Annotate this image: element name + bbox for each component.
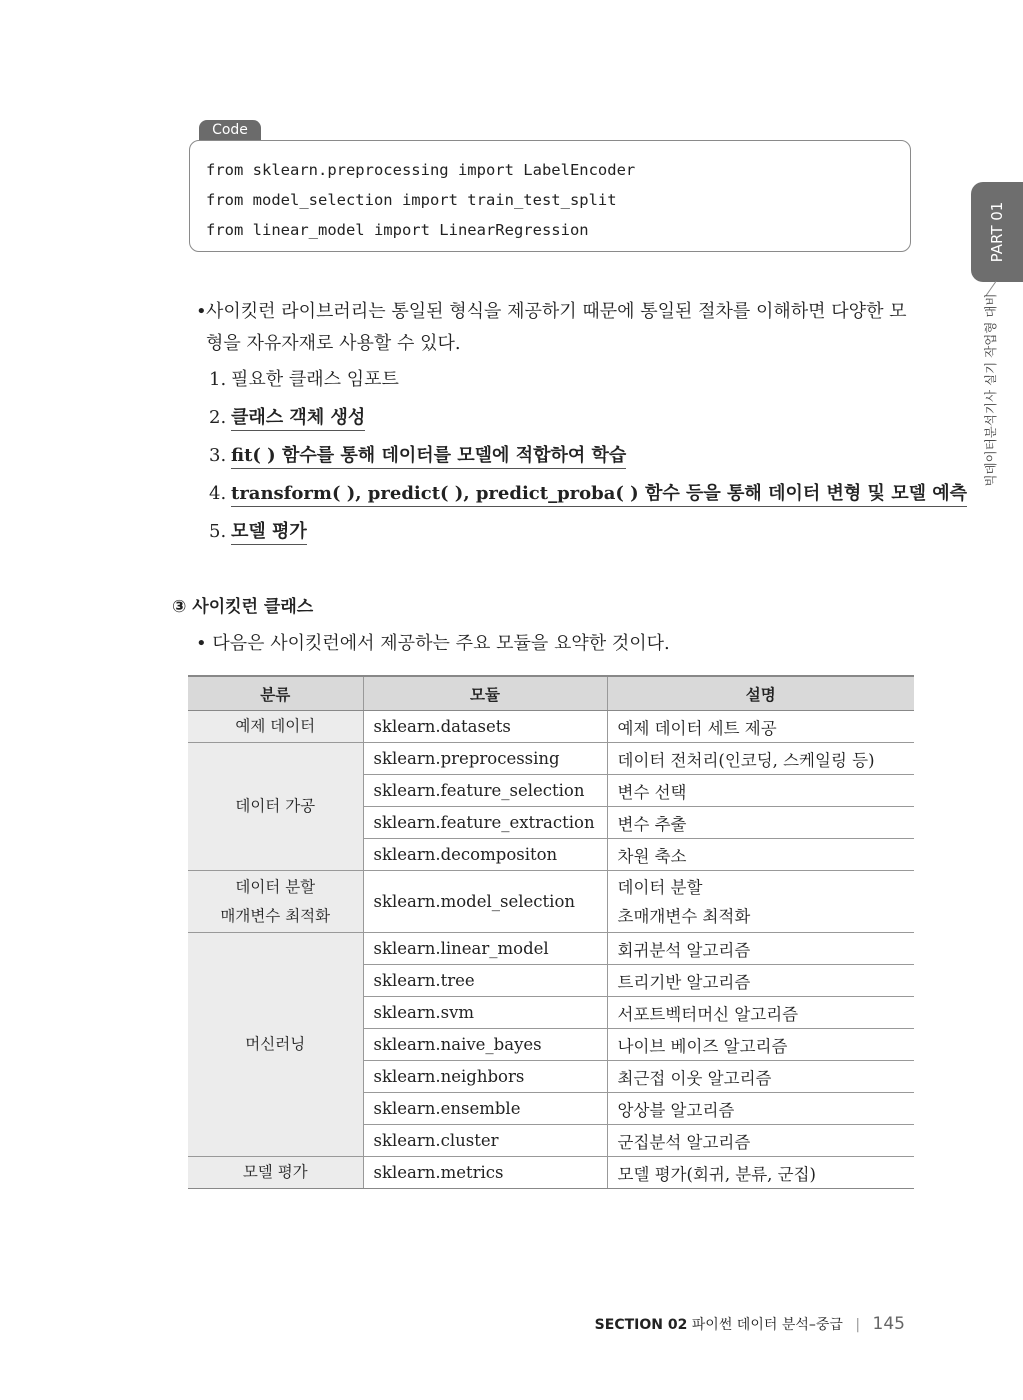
module-cell: sklearn.naive_bayes	[363, 1029, 607, 1061]
footer-section: SECTION 02	[594, 1317, 688, 1333]
step-label: transform( ), predict( ), predict_proba( ) 함수 등을 통해 데이터 변형 및 모델 예측	[231, 483, 967, 507]
module-table	[188, 675, 914, 1189]
part-side-tab	[971, 182, 1023, 282]
step-item	[209, 404, 967, 442]
description-cell: 변수 추출	[607, 807, 914, 839]
step-item	[209, 442, 967, 480]
description-cell: 최근접 이웃 알고리즘	[607, 1061, 914, 1093]
category-cell: 머신러닝	[188, 933, 363, 1157]
step-label: fit( ) 함수를 통해 데이터를 모델에 적합하여 학습	[231, 445, 626, 469]
category-cell	[188, 871, 363, 933]
footer-title: 파이썬 데이터 분석–중급	[691, 1317, 843, 1333]
description-cell: 변수 선택	[607, 775, 914, 807]
description-cell: 군집분석 알고리즘	[607, 1125, 914, 1157]
description-cell: 회귀분석 알고리즘	[607, 933, 914, 965]
module-cell: sklearn.ensemble	[363, 1093, 607, 1125]
code-line: from linear_model import LinearRegression	[206, 221, 589, 239]
description-line: 초매개변수 최적화	[617, 906, 751, 926]
step-number: 4.	[209, 483, 227, 504]
page-number: 145	[872, 1314, 905, 1334]
description-cell: 나이브 베이즈 알고리즘	[607, 1029, 914, 1061]
module-cell: sklearn.decompositon	[363, 839, 607, 871]
header-category: 분류	[188, 676, 363, 711]
description-cell: 차원 축소	[607, 839, 914, 871]
description-cell: 모델 평가(회귀, 분류, 군집)	[607, 1157, 914, 1189]
step-label: 클래스 객체 생성	[231, 407, 365, 431]
section-title: ③ 사이킷런 클래스	[172, 597, 314, 617]
module-cell: sklearn.svm	[363, 997, 607, 1029]
module-cell: sklearn.neighbors	[363, 1061, 607, 1093]
module-cell: sklearn.metrics	[363, 1157, 607, 1189]
table-row	[188, 743, 914, 775]
intro-paragraph	[196, 296, 921, 360]
table-row	[188, 933, 914, 965]
step-label: 필요한 클래스 임포트	[231, 369, 399, 390]
table-row	[188, 711, 914, 743]
module-cell: sklearn.preprocessing	[363, 743, 607, 775]
description-line: 데이터 분할	[617, 877, 703, 897]
module-cell: sklearn.datasets	[363, 711, 607, 743]
module-cell: sklearn.feature_selection	[363, 775, 607, 807]
bullet: •	[196, 633, 207, 654]
step-number: 3.	[209, 445, 227, 466]
step-list	[209, 366, 967, 556]
section-description	[196, 630, 670, 658]
table-row	[188, 1157, 914, 1189]
description-cell: 앙상블 알고리즘	[607, 1093, 914, 1125]
module-cell: sklearn.feature_extraction	[363, 807, 607, 839]
table-header-row	[188, 676, 914, 711]
category-line: 매개변수 최적화	[220, 906, 331, 925]
description-cell	[607, 871, 914, 933]
category-cell: 예제 데이터	[188, 711, 363, 743]
code-block	[189, 140, 911, 252]
table-row	[188, 871, 914, 933]
description-cell: 예제 데이터 세트 제공	[607, 711, 914, 743]
step-number: 2.	[209, 407, 227, 428]
category-cell: 모델 평가	[188, 1157, 363, 1189]
intro-text: 사이킷런 라이브러리는 통일된 형식을 제공하기 때문에 통일된 절차를 이해하면 다양한 모형을 자유자재로 사용할 수 있다.	[206, 301, 907, 354]
section-desc-text: 다음은 사이킷런에서 제공하는 주요 모듈을 요약한 것이다.	[212, 633, 670, 654]
part-label: PART 01	[988, 201, 1006, 263]
module-cell: sklearn.linear_model	[363, 933, 607, 965]
bullet: •	[196, 301, 207, 322]
header-module: 모듈	[363, 676, 607, 711]
code-line: from model_selection import train_test_split	[206, 191, 617, 209]
description-cell: 트리기반 알고리즘	[607, 965, 914, 997]
step-item	[209, 518, 967, 556]
step-item	[209, 480, 967, 518]
step-number: 5.	[209, 521, 227, 542]
page-footer	[595, 1314, 905, 1334]
module-cell: sklearn.tree	[363, 965, 607, 997]
code-line: from sklearn.preprocessing import LabelEncoder	[206, 161, 636, 179]
header-description: 설명	[607, 676, 914, 711]
category-cell: 데이터 가공	[188, 743, 363, 871]
code-label: Code	[199, 120, 261, 141]
module-cell: sklearn.cluster	[363, 1125, 607, 1157]
description-cell: 서포트벡터머신 알고리즘	[607, 997, 914, 1029]
module-cell: sklearn.model_selection	[363, 871, 607, 933]
category-line: 데이터 분할	[235, 877, 316, 896]
step-item	[209, 366, 967, 404]
book-subtitle: 빅데이터분석기사 실기 작업형 대비	[983, 293, 998, 487]
step-label: 모델 평가	[231, 521, 307, 545]
description-cell: 데이터 전처리(인코딩, 스케일링 등)	[607, 743, 914, 775]
footer-separator: |	[855, 1317, 861, 1333]
step-number: 1.	[209, 369, 227, 390]
